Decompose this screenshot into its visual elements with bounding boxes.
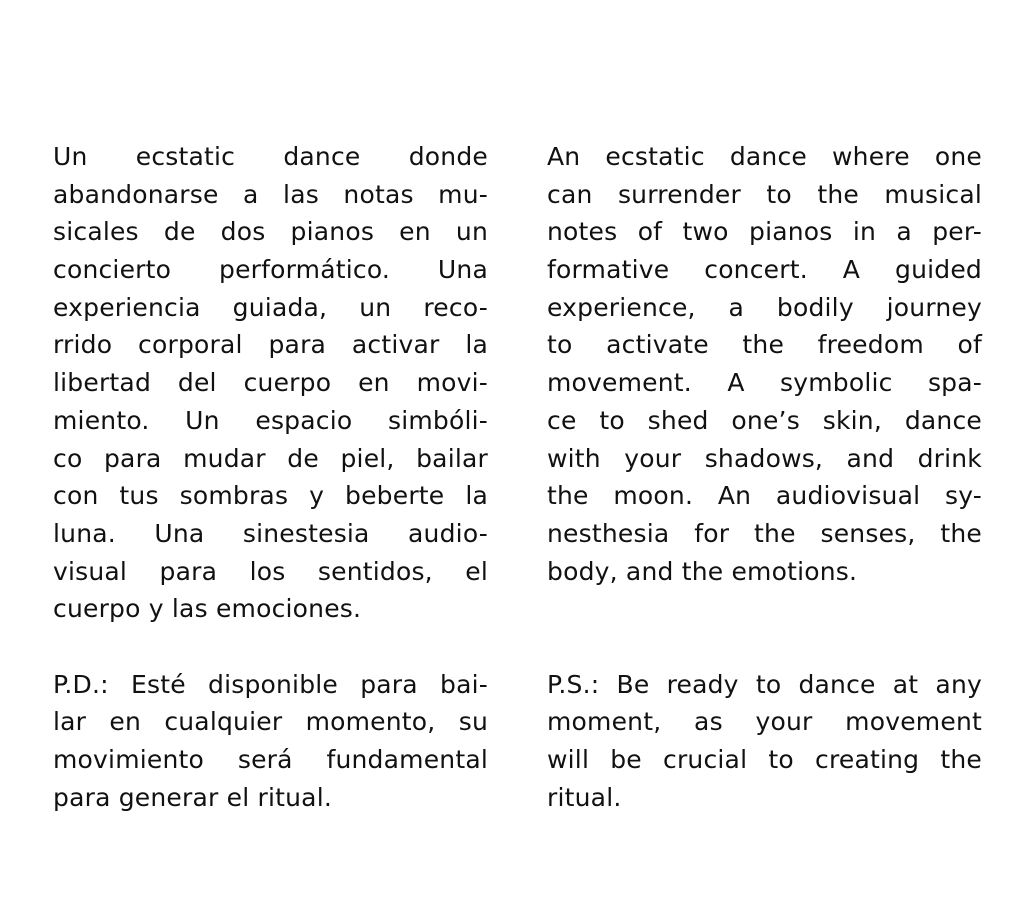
text-line: moment, as your movement: [547, 707, 982, 737]
text-line: libertad del cuerpo en movi-: [53, 368, 488, 398]
text-line: body, and the emotions.: [547, 556, 858, 586]
text-line: formative concert. A guided: [547, 255, 982, 285]
text-line: P.S.: Be ready to dance at any: [547, 669, 982, 699]
text-line: con tus sombras y beberte la: [53, 481, 488, 511]
spanish-postscript-paragraph: [53, 666, 488, 817]
english-column: [547, 138, 982, 816]
text-line: can surrender to the musical: [547, 179, 982, 209]
spanish-column: [53, 138, 488, 816]
english-postscript-paragraph: [547, 666, 982, 817]
text-line: P.D.: Esté disponible para bai-: [53, 669, 488, 699]
text-line: rrido corporal para activar la: [53, 330, 488, 360]
spanish-description-paragraph: [53, 138, 488, 628]
text-line: ce to shed one’s skin, dance: [547, 405, 982, 435]
paragraph-gap: [53, 628, 488, 666]
text-line: lar en cualquier momento, su: [53, 707, 488, 737]
text-line: ritual.: [547, 782, 622, 812]
text-line: the moon. An audiovisual sy-: [547, 481, 982, 511]
paragraph-gap: [547, 590, 982, 628]
text-line: to activate the freedom of: [547, 330, 982, 360]
text-line: luna. Una sinestesia audio-: [53, 518, 488, 548]
text-line: movement. A symbolic spa-: [547, 368, 982, 398]
text-line: miento. Un espacio simbóli-: [53, 405, 488, 435]
text-line: co para mudar de piel, bailar: [53, 443, 488, 473]
text-line: abandonarse a las notas mu-: [53, 179, 488, 209]
text-line: nesthesia for the senses, the: [547, 518, 982, 548]
text-line: experience, a bodily journey: [547, 292, 982, 322]
text-line: para generar el ritual.: [53, 782, 332, 812]
text-line: with your shadows, and drink: [547, 443, 982, 473]
text-line: notes of two pianos in a per-: [547, 217, 982, 247]
text-line: movimiento será fundamental: [53, 745, 488, 774]
text-line: concierto performático. Una: [53, 255, 488, 285]
paragraph-gap: [547, 628, 982, 666]
text-line: will be crucial to creating the: [547, 745, 982, 774]
text-line: sicales de dos pianos en un: [53, 217, 488, 247]
text-line: Un ecstatic dance donde: [53, 142, 488, 171]
text-line: experiencia guiada, un reco-: [53, 292, 488, 322]
text-line: visual para los sentidos, el: [53, 556, 488, 586]
english-description-paragraph: [547, 138, 982, 590]
text-line: cuerpo y las emociones.: [53, 594, 362, 624]
text-line: An ecstatic dance where one: [547, 142, 982, 171]
